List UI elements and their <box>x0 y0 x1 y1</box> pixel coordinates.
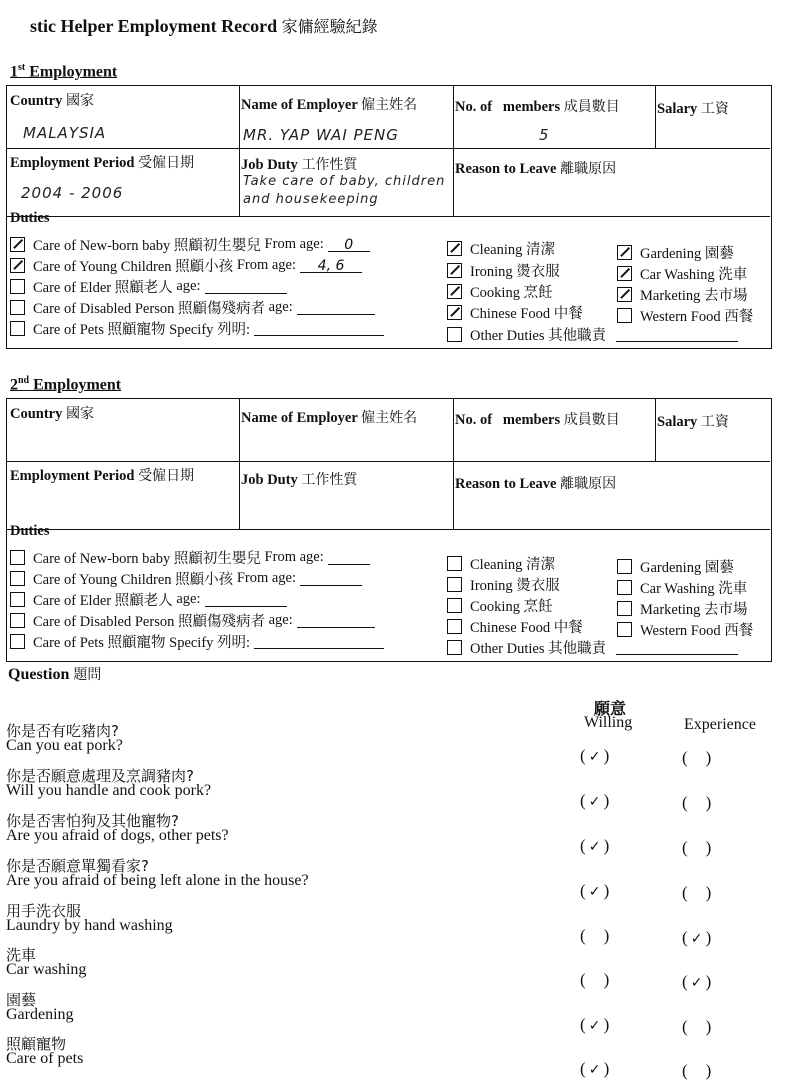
duty-newborn[interactable]: Care of New-born baby 照顧初生嬰兒 From age: 0 <box>10 234 370 255</box>
duty-disabled[interactable]: Care of Disabled Person 照顧傷殘病者 age: <box>10 297 375 318</box>
job-duty-value-2: and housekeeping <box>243 192 379 207</box>
willing-answer[interactable]: ( ) <box>580 970 610 989</box>
question-cn: 你是否害怕狗及其他寵物? <box>6 812 179 830</box>
employment2-form <box>6 398 772 662</box>
willing-mark: ✓ <box>588 884 601 900</box>
experience-answer[interactable]: ( ) <box>682 1017 712 1036</box>
checkbox[interactable] <box>617 287 632 302</box>
checkbox[interactable] <box>617 601 632 616</box>
title-cn: 家傭經驗紀錄 <box>281 17 378 36</box>
checkbox[interactable] <box>447 640 462 655</box>
checkbox[interactable] <box>10 258 25 273</box>
country-label: Country 國家 <box>10 93 94 109</box>
duty-young-children[interactable]: Care of Young Children 照顧小孩 From age: <box>10 568 362 589</box>
question-cn: 你是否願意處理及烹調豬肉? <box>6 767 194 785</box>
salary-label: Salary 工資 <box>657 101 729 117</box>
experience-mark: ✓ <box>690 931 703 947</box>
checkbox[interactable] <box>447 577 462 592</box>
checkbox[interactable] <box>10 592 25 607</box>
checkbox[interactable] <box>10 321 25 336</box>
question-cn: 洗車 <box>6 946 37 964</box>
duty-cleaning[interactable]: Cleaning 清潔 <box>447 553 555 574</box>
question-cn: 用手洗衣服 <box>6 902 82 920</box>
experience-answer[interactable]: ( ✓ ) <box>682 972 712 991</box>
duty-marketing[interactable]: Marketing 去市場 <box>617 598 748 619</box>
question-en: Gardening <box>6 1006 74 1023</box>
checkbox[interactable] <box>447 598 462 613</box>
experience-answer[interactable]: ( ) <box>682 838 712 857</box>
checkbox[interactable] <box>447 241 462 256</box>
checkbox[interactable] <box>10 571 25 586</box>
question-cn: 照顧寵物 <box>6 1035 67 1053</box>
members-label: No. of members 成員數目 <box>455 412 620 428</box>
title-en: stic Helper Employment Record <box>30 16 278 36</box>
duty-chinese-food[interactable]: Chinese Food 中餐 <box>447 616 583 637</box>
question-en: Can you eat pork? <box>6 737 123 754</box>
duties-label: Duties <box>10 210 50 226</box>
country-label: Country 國家 <box>10 406 94 422</box>
duty-pets[interactable]: Care of Pets 照顧寵物 Specify 列明: <box>10 631 384 652</box>
checkbox[interactable] <box>617 559 632 574</box>
question-cn: 你是否願意單獨看家? <box>6 857 149 875</box>
employer-label: Name of Employer 僱主姓名 <box>241 410 418 426</box>
willing-mark: ✓ <box>588 1062 601 1078</box>
question-en: Are you afraid of being left alone in the house? <box>6 872 309 889</box>
willing-mark: ✓ <box>588 794 601 810</box>
duty-young-children[interactable]: Care of Young Children 照顧小孩 From age: 4, 6 <box>10 255 362 276</box>
checkbox[interactable] <box>10 634 25 649</box>
duty-elder[interactable]: Care of Elder 照顧老人 age: <box>10 276 287 297</box>
experience-answer[interactable]: ( ✓ ) <box>682 928 712 947</box>
employment2-heading: 2nd Employment <box>10 375 122 394</box>
employment1-heading: 1st Employment <box>10 62 118 81</box>
checkbox[interactable] <box>617 245 632 260</box>
duty-cleaning[interactable]: Cleaning 清潔 <box>447 238 555 259</box>
duty-gardening[interactable]: Gardening 園藝 <box>617 556 734 577</box>
question-cn: 你是否有吃豬肉? <box>6 722 119 740</box>
willing-answer[interactable]: ( ✓ ) <box>580 1015 610 1034</box>
duties-label: Duties <box>10 523 50 539</box>
duty-elder[interactable]: Care of Elder 照顧老人 age: <box>10 589 287 610</box>
checkbox[interactable] <box>617 622 632 637</box>
period-label: Employment Period 受僱日期 <box>10 468 195 484</box>
checkbox[interactable] <box>447 263 462 278</box>
willing-header: Willing <box>584 714 633 731</box>
duty-western-food[interactable]: Western Food 西餐 <box>617 305 753 326</box>
members-label: No. of members 成員數目 <box>455 99 620 115</box>
checkbox[interactable] <box>10 613 25 628</box>
children-age-value: 4, 6 <box>317 258 345 274</box>
checkbox[interactable] <box>447 305 462 320</box>
question-en: Are you afraid of dogs, other pets? <box>6 827 229 844</box>
checkbox[interactable] <box>447 619 462 634</box>
duty-disabled[interactable]: Care of Disabled Person 照顧傷殘病者 age: <box>10 610 375 631</box>
duty-pets[interactable]: Care of Pets 照顧寵物 Specify 列明: <box>10 318 384 339</box>
checkbox[interactable] <box>10 300 25 315</box>
document-title <box>30 14 378 37</box>
checkbox[interactable] <box>10 550 25 565</box>
employer-label: Name of Employer 僱主姓名 <box>241 97 418 113</box>
checkbox[interactable] <box>10 237 25 252</box>
question-en: Car washing <box>6 961 87 978</box>
willing-answer[interactable]: ( ) <box>580 926 610 945</box>
willing-answer[interactable]: ( ✓ ) <box>580 1059 610 1078</box>
experience-answer[interactable]: ( ) <box>682 748 712 767</box>
job-duty-value-1: Take care of baby, children <box>243 174 446 189</box>
question-cn: 園藝 <box>6 991 37 1009</box>
duty-chinese-food[interactable]: Chinese Food 中餐 <box>447 302 583 323</box>
experience-mark: ✓ <box>690 975 703 991</box>
checkbox[interactable] <box>447 284 462 299</box>
duty-car-washing[interactable]: Car Washing 洗車 <box>617 577 747 598</box>
reason-label: Reason to Leave 離職原因 <box>455 161 617 177</box>
question-en: Will you handle and cook pork? <box>6 782 212 799</box>
members-value: 5 <box>539 126 550 144</box>
newborn-age-value: 0 <box>344 237 354 253</box>
duty-western-food[interactable]: Western Food 西餐 <box>617 619 753 640</box>
job-duty-label: Job Duty 工作性質 <box>241 157 358 173</box>
willing-cn-header: 願意 <box>594 701 627 718</box>
salary-label: Salary 工資 <box>657 414 729 430</box>
period-value: 2004 - 2006 <box>21 184 124 202</box>
checkbox[interactable] <box>617 580 632 595</box>
checkbox[interactable] <box>10 279 25 294</box>
reason-label: Reason to Leave 離職原因 <box>455 476 617 492</box>
experience-answer[interactable]: ( ) <box>682 1061 712 1080</box>
duty-cooking[interactable]: Cooking 烹飪 <box>447 595 553 616</box>
duty-ironing[interactable]: Ironing 燙衣服 <box>447 260 560 281</box>
checkbox[interactable] <box>447 556 462 571</box>
checkbox[interactable] <box>447 327 462 342</box>
experience-header: Experience <box>684 716 756 733</box>
willing-answer[interactable]: ( ✓ ) <box>580 791 610 810</box>
willing-answer[interactable]: ( ✓ ) <box>580 836 610 855</box>
checkbox[interactable] <box>617 266 632 281</box>
willing-mark: ✓ <box>588 1018 601 1034</box>
period-label: Employment Period 受僱日期 <box>10 155 195 171</box>
checkbox[interactable] <box>617 308 632 323</box>
experience-answer[interactable]: ( ) <box>682 793 712 812</box>
duty-ironing[interactable]: Ironing 燙衣服 <box>447 574 560 595</box>
duty-cooking[interactable]: Cooking 烹飪 <box>447 281 553 302</box>
duty-other[interactable]: Other Duties 其他職責 <box>447 324 738 345</box>
question-heading: Question 題問 <box>8 666 102 683</box>
willing-mark: ✓ <box>588 839 601 855</box>
experience-answer[interactable]: ( ) <box>682 883 712 902</box>
question-en: Laundry by hand washing <box>6 917 173 934</box>
employment1-form <box>6 85 772 349</box>
duty-gardening[interactable]: Gardening 園藝 <box>617 242 734 263</box>
question-en: Care of pets <box>6 1050 84 1067</box>
employer-value: MR. YAP WAI PENG <box>243 126 399 144</box>
willing-mark: ✓ <box>588 749 601 765</box>
duty-marketing[interactable]: Marketing 去市場 <box>617 284 748 305</box>
willing-answer[interactable]: ( ✓ ) <box>580 881 610 900</box>
duty-newborn[interactable]: Care of New-born baby 照顧初生嬰兒 From age: <box>10 547 370 568</box>
job-duty-label: Job Duty 工作性質 <box>241 472 358 488</box>
duty-car-washing[interactable]: Car Washing 洗車 <box>617 263 747 284</box>
willing-answer[interactable]: ( ✓ ) <box>580 746 610 765</box>
duty-other[interactable]: Other Duties 其他職責 <box>447 637 738 658</box>
country-value: MALAYSIA <box>23 124 107 142</box>
